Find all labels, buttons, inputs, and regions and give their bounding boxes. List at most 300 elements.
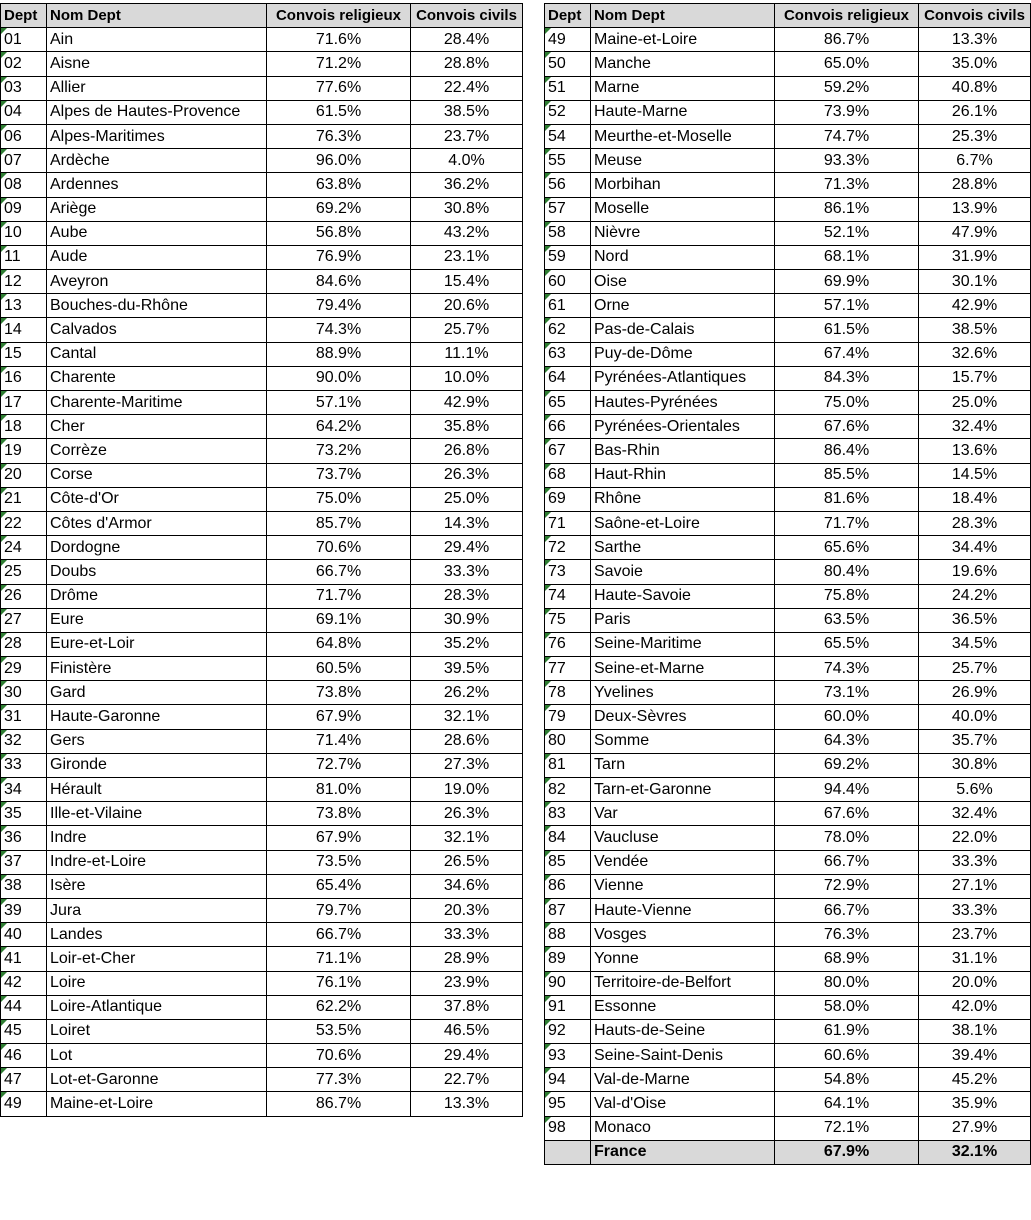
nom-dept-cell[interactable]: Haute-Vienne bbox=[591, 898, 775, 922]
dept-cell[interactable]: 52 bbox=[545, 100, 591, 124]
dept-cell[interactable]: 49 bbox=[1, 1092, 47, 1116]
nom-dept-cell[interactable]: Finistère bbox=[47, 657, 267, 681]
religieux-cell[interactable]: 79.7% bbox=[267, 898, 411, 922]
total-label-cell[interactable]: France bbox=[591, 1140, 775, 1164]
nom-dept-cell[interactable]: Alpes-Maritimes bbox=[47, 124, 267, 148]
religieux-cell[interactable]: 74.3% bbox=[267, 318, 411, 342]
religieux-cell[interactable]: 54.8% bbox=[775, 1068, 919, 1092]
nom-dept-cell[interactable]: Ardennes bbox=[47, 173, 267, 197]
religieux-cell[interactable]: 66.7% bbox=[775, 898, 919, 922]
dept-cell[interactable]: 14 bbox=[1, 318, 47, 342]
dept-cell[interactable]: 22 bbox=[1, 511, 47, 535]
dept-cell[interactable]: 82 bbox=[545, 778, 591, 802]
civils-cell[interactable]: 42.9% bbox=[411, 391, 523, 415]
religieux-cell[interactable]: 70.6% bbox=[267, 536, 411, 560]
nom-dept-cell[interactable]: Dordogne bbox=[47, 536, 267, 560]
nom-dept-cell[interactable]: Val-de-Marne bbox=[591, 1068, 775, 1092]
nom-dept-cell[interactable]: Gironde bbox=[47, 753, 267, 777]
dept-cell[interactable]: 39 bbox=[1, 898, 47, 922]
dept-cell[interactable]: 08 bbox=[1, 173, 47, 197]
dept-cell[interactable]: 58 bbox=[545, 221, 591, 245]
religieux-cell[interactable]: 73.1% bbox=[775, 681, 919, 705]
civils-cell[interactable]: 37.8% bbox=[411, 995, 523, 1019]
civils-cell[interactable]: 38.5% bbox=[919, 318, 1031, 342]
dept-cell[interactable]: 59 bbox=[545, 245, 591, 269]
nom-dept-cell[interactable]: Doubs bbox=[47, 560, 267, 584]
religieux-cell[interactable]: 72.7% bbox=[267, 753, 411, 777]
header-dept[interactable]: Dept bbox=[545, 4, 591, 28]
nom-dept-cell[interactable]: Indre bbox=[47, 826, 267, 850]
header-convois-civils[interactable]: Convois civils bbox=[411, 4, 523, 28]
dept-cell[interactable]: 41 bbox=[1, 947, 47, 971]
nom-dept-cell[interactable]: Nord bbox=[591, 245, 775, 269]
dept-cell[interactable]: 21 bbox=[1, 487, 47, 511]
dept-cell[interactable]: 32 bbox=[1, 729, 47, 753]
dept-cell[interactable]: 28 bbox=[1, 632, 47, 656]
nom-dept-cell[interactable]: Deux-Sèvres bbox=[591, 705, 775, 729]
civils-cell[interactable]: 23.1% bbox=[411, 245, 523, 269]
religieux-cell[interactable]: 56.8% bbox=[267, 221, 411, 245]
religieux-cell[interactable]: 61.5% bbox=[267, 100, 411, 124]
religieux-cell[interactable]: 58.0% bbox=[775, 995, 919, 1019]
dept-cell[interactable]: 15 bbox=[1, 342, 47, 366]
dept-cell[interactable]: 25 bbox=[1, 560, 47, 584]
dept-cell[interactable]: 09 bbox=[1, 197, 47, 221]
nom-dept-cell[interactable]: Aube bbox=[47, 221, 267, 245]
religieux-cell[interactable]: 69.9% bbox=[775, 270, 919, 294]
nom-dept-cell[interactable]: Haute-Garonne bbox=[47, 705, 267, 729]
religieux-cell[interactable]: 64.1% bbox=[775, 1092, 919, 1116]
civils-cell[interactable]: 32.6% bbox=[919, 342, 1031, 366]
civils-cell[interactable]: 32.1% bbox=[411, 705, 523, 729]
dept-cell[interactable]: 86 bbox=[545, 874, 591, 898]
nom-dept-cell[interactable]: Yonne bbox=[591, 947, 775, 971]
dept-cell[interactable]: 68 bbox=[545, 463, 591, 487]
civils-cell[interactable]: 40.0% bbox=[919, 705, 1031, 729]
nom-dept-cell[interactable]: Indre-et-Loire bbox=[47, 850, 267, 874]
religieux-cell[interactable]: 75.0% bbox=[267, 487, 411, 511]
dept-cell[interactable]: 72 bbox=[545, 536, 591, 560]
civils-cell[interactable]: 13.3% bbox=[411, 1092, 523, 1116]
nom-dept-cell[interactable]: Seine-et-Marne bbox=[591, 657, 775, 681]
civils-cell[interactable]: 22.4% bbox=[411, 76, 523, 100]
civils-cell[interactable]: 28.6% bbox=[411, 729, 523, 753]
total-dept-cell[interactable] bbox=[545, 1140, 591, 1164]
dept-cell[interactable]: 62 bbox=[545, 318, 591, 342]
religieux-cell[interactable]: 71.2% bbox=[267, 52, 411, 76]
dept-cell[interactable]: 67 bbox=[545, 439, 591, 463]
dept-cell[interactable]: 06 bbox=[1, 124, 47, 148]
civils-cell[interactable]: 27.9% bbox=[919, 1116, 1031, 1140]
nom-dept-cell[interactable]: Aisne bbox=[47, 52, 267, 76]
dept-cell[interactable]: 57 bbox=[545, 197, 591, 221]
dept-cell[interactable]: 02 bbox=[1, 52, 47, 76]
civils-cell[interactable]: 30.8% bbox=[411, 197, 523, 221]
dept-cell[interactable]: 18 bbox=[1, 415, 47, 439]
nom-dept-cell[interactable]: Loire-Atlantique bbox=[47, 995, 267, 1019]
religieux-cell[interactable]: 73.7% bbox=[267, 463, 411, 487]
religieux-cell[interactable]: 73.2% bbox=[267, 439, 411, 463]
civils-cell[interactable]: 39.4% bbox=[919, 1044, 1031, 1068]
nom-dept-cell[interactable]: Côte-d'Or bbox=[47, 487, 267, 511]
header-dept[interactable]: Dept bbox=[1, 4, 47, 28]
civils-cell[interactable]: 26.8% bbox=[411, 439, 523, 463]
dept-cell[interactable]: 56 bbox=[545, 173, 591, 197]
dept-cell[interactable]: 19 bbox=[1, 439, 47, 463]
religieux-cell[interactable]: 73.9% bbox=[775, 100, 919, 124]
civils-cell[interactable]: 28.3% bbox=[919, 511, 1031, 535]
nom-dept-cell[interactable]: Charente-Maritime bbox=[47, 391, 267, 415]
civils-cell[interactable]: 32.4% bbox=[919, 415, 1031, 439]
civils-cell[interactable]: 33.3% bbox=[411, 923, 523, 947]
nom-dept-cell[interactable]: Hauts-de-Seine bbox=[591, 1019, 775, 1043]
civils-cell[interactable]: 45.2% bbox=[919, 1068, 1031, 1092]
nom-dept-cell[interactable]: Maine-et-Loire bbox=[591, 28, 775, 52]
nom-dept-cell[interactable]: Eure bbox=[47, 608, 267, 632]
nom-dept-cell[interactable]: Sarthe bbox=[591, 536, 775, 560]
religieux-cell[interactable]: 67.6% bbox=[775, 802, 919, 826]
civils-cell[interactable]: 47.9% bbox=[919, 221, 1031, 245]
nom-dept-cell[interactable]: Allier bbox=[47, 76, 267, 100]
dept-cell[interactable]: 24 bbox=[1, 536, 47, 560]
dept-cell[interactable]: 85 bbox=[545, 850, 591, 874]
civils-cell[interactable]: 20.3% bbox=[411, 898, 523, 922]
dept-cell[interactable]: 26 bbox=[1, 584, 47, 608]
civils-cell[interactable]: 11.1% bbox=[411, 342, 523, 366]
nom-dept-cell[interactable]: Territoire-de-Belfort bbox=[591, 971, 775, 995]
religieux-cell[interactable]: 59.2% bbox=[775, 76, 919, 100]
nom-dept-cell[interactable]: Eure-et-Loir bbox=[47, 632, 267, 656]
nom-dept-cell[interactable]: Hautes-Pyrénées bbox=[591, 391, 775, 415]
civils-cell[interactable]: 24.2% bbox=[919, 584, 1031, 608]
civils-cell[interactable]: 39.5% bbox=[411, 657, 523, 681]
religieux-cell[interactable]: 65.5% bbox=[775, 632, 919, 656]
religieux-cell[interactable]: 63.5% bbox=[775, 608, 919, 632]
civils-cell[interactable]: 15.7% bbox=[919, 366, 1031, 390]
civils-cell[interactable]: 28.9% bbox=[411, 947, 523, 971]
header-convois-civils[interactable]: Convois civils bbox=[919, 4, 1031, 28]
civils-cell[interactable]: 5.6% bbox=[919, 778, 1031, 802]
religieux-cell[interactable]: 81.6% bbox=[775, 487, 919, 511]
civils-cell[interactable]: 6.7% bbox=[919, 149, 1031, 173]
dept-cell[interactable]: 95 bbox=[545, 1092, 591, 1116]
religieux-cell[interactable]: 73.8% bbox=[267, 681, 411, 705]
nom-dept-cell[interactable]: Drôme bbox=[47, 584, 267, 608]
civils-cell[interactable]: 42.9% bbox=[919, 294, 1031, 318]
civils-cell[interactable]: 22.0% bbox=[919, 826, 1031, 850]
religieux-cell[interactable]: 64.8% bbox=[267, 632, 411, 656]
civils-cell[interactable]: 29.4% bbox=[411, 536, 523, 560]
civils-cell[interactable]: 26.3% bbox=[411, 802, 523, 826]
civils-cell[interactable]: 26.3% bbox=[411, 463, 523, 487]
nom-dept-cell[interactable]: Ille-et-Vilaine bbox=[47, 802, 267, 826]
religieux-cell[interactable]: 60.6% bbox=[775, 1044, 919, 1068]
dept-cell[interactable]: 47 bbox=[1, 1068, 47, 1092]
nom-dept-cell[interactable]: Savoie bbox=[591, 560, 775, 584]
nom-dept-cell[interactable]: Aveyron bbox=[47, 270, 267, 294]
religieux-cell[interactable]: 71.7% bbox=[775, 511, 919, 535]
total-civils-cell[interactable]: 32.1% bbox=[919, 1140, 1031, 1164]
religieux-cell[interactable]: 53.5% bbox=[267, 1019, 411, 1043]
religieux-cell[interactable]: 78.0% bbox=[775, 826, 919, 850]
civils-cell[interactable]: 25.0% bbox=[411, 487, 523, 511]
nom-dept-cell[interactable]: Tarn-et-Garonne bbox=[591, 778, 775, 802]
dept-cell[interactable]: 78 bbox=[545, 681, 591, 705]
religieux-cell[interactable]: 76.3% bbox=[267, 124, 411, 148]
dept-cell[interactable]: 54 bbox=[545, 124, 591, 148]
nom-dept-cell[interactable]: Charente bbox=[47, 366, 267, 390]
civils-cell[interactable]: 42.0% bbox=[919, 995, 1031, 1019]
religieux-cell[interactable]: 75.0% bbox=[775, 391, 919, 415]
dept-cell[interactable]: 49 bbox=[545, 28, 591, 52]
nom-dept-cell[interactable]: Corse bbox=[47, 463, 267, 487]
nom-dept-cell[interactable]: Gard bbox=[47, 681, 267, 705]
dept-cell[interactable]: 50 bbox=[545, 52, 591, 76]
religieux-cell[interactable]: 96.0% bbox=[267, 149, 411, 173]
dept-cell[interactable]: 03 bbox=[1, 76, 47, 100]
religieux-cell[interactable]: 80.0% bbox=[775, 971, 919, 995]
religieux-cell[interactable]: 62.2% bbox=[267, 995, 411, 1019]
dept-cell[interactable]: 07 bbox=[1, 149, 47, 173]
civils-cell[interactable]: 35.0% bbox=[919, 52, 1031, 76]
dept-cell[interactable]: 90 bbox=[545, 971, 591, 995]
dept-cell[interactable]: 44 bbox=[1, 995, 47, 1019]
nom-dept-cell[interactable]: Somme bbox=[591, 729, 775, 753]
religieux-cell[interactable]: 73.8% bbox=[267, 802, 411, 826]
civils-cell[interactable]: 35.9% bbox=[919, 1092, 1031, 1116]
nom-dept-cell[interactable]: Manche bbox=[591, 52, 775, 76]
nom-dept-cell[interactable]: Meuse bbox=[591, 149, 775, 173]
nom-dept-cell[interactable]: Loir-et-Cher bbox=[47, 947, 267, 971]
dept-cell[interactable]: 73 bbox=[545, 560, 591, 584]
dept-cell[interactable]: 35 bbox=[1, 802, 47, 826]
religieux-cell[interactable]: 86.4% bbox=[775, 439, 919, 463]
dept-cell[interactable]: 20 bbox=[1, 463, 47, 487]
civils-cell[interactable]: 13.6% bbox=[919, 439, 1031, 463]
civils-cell[interactable]: 26.5% bbox=[411, 850, 523, 874]
religieux-cell[interactable]: 68.9% bbox=[775, 947, 919, 971]
nom-dept-cell[interactable]: Oise bbox=[591, 270, 775, 294]
dept-cell[interactable]: 10 bbox=[1, 221, 47, 245]
dept-cell[interactable]: 81 bbox=[545, 753, 591, 777]
nom-dept-cell[interactable]: Marne bbox=[591, 76, 775, 100]
civils-cell[interactable]: 25.7% bbox=[919, 657, 1031, 681]
civils-cell[interactable]: 19.0% bbox=[411, 778, 523, 802]
religieux-cell[interactable]: 61.5% bbox=[775, 318, 919, 342]
dept-cell[interactable]: 55 bbox=[545, 149, 591, 173]
civils-cell[interactable]: 26.9% bbox=[919, 681, 1031, 705]
nom-dept-cell[interactable]: Haut-Rhin bbox=[591, 463, 775, 487]
religieux-cell[interactable]: 86.1% bbox=[775, 197, 919, 221]
dept-cell[interactable]: 17 bbox=[1, 391, 47, 415]
dept-cell[interactable]: 12 bbox=[1, 270, 47, 294]
nom-dept-cell[interactable]: Nièvre bbox=[591, 221, 775, 245]
nom-dept-cell[interactable]: Haute-Marne bbox=[591, 100, 775, 124]
nom-dept-cell[interactable]: Pyrénées-Atlantiques bbox=[591, 366, 775, 390]
nom-dept-cell[interactable]: Jura bbox=[47, 898, 267, 922]
dept-cell[interactable]: 60 bbox=[545, 270, 591, 294]
nom-dept-cell[interactable]: Vaucluse bbox=[591, 826, 775, 850]
nom-dept-cell[interactable]: Morbihan bbox=[591, 173, 775, 197]
religieux-cell[interactable]: 74.3% bbox=[775, 657, 919, 681]
dept-cell[interactable]: 33 bbox=[1, 753, 47, 777]
religieux-cell[interactable]: 52.1% bbox=[775, 221, 919, 245]
religieux-cell[interactable]: 65.6% bbox=[775, 536, 919, 560]
religieux-cell[interactable]: 60.5% bbox=[267, 657, 411, 681]
dept-cell[interactable]: 63 bbox=[545, 342, 591, 366]
nom-dept-cell[interactable]: Lot-et-Garonne bbox=[47, 1068, 267, 1092]
nom-dept-cell[interactable]: Ardèche bbox=[47, 149, 267, 173]
religieux-cell[interactable]: 67.4% bbox=[775, 342, 919, 366]
nom-dept-cell[interactable]: Haute-Savoie bbox=[591, 584, 775, 608]
nom-dept-cell[interactable]: Aude bbox=[47, 245, 267, 269]
civils-cell[interactable]: 33.3% bbox=[411, 560, 523, 584]
nom-dept-cell[interactable]: Calvados bbox=[47, 318, 267, 342]
civils-cell[interactable]: 40.8% bbox=[919, 76, 1031, 100]
civils-cell[interactable]: 25.3% bbox=[919, 124, 1031, 148]
dept-cell[interactable]: 88 bbox=[545, 923, 591, 947]
dept-cell[interactable]: 87 bbox=[545, 898, 591, 922]
dept-cell[interactable]: 30 bbox=[1, 681, 47, 705]
civils-cell[interactable]: 34.6% bbox=[411, 874, 523, 898]
dept-cell[interactable]: 45 bbox=[1, 1019, 47, 1043]
civils-cell[interactable]: 30.1% bbox=[919, 270, 1031, 294]
civils-cell[interactable]: 18.4% bbox=[919, 487, 1031, 511]
nom-dept-cell[interactable]: Vienne bbox=[591, 874, 775, 898]
religieux-cell[interactable]: 84.3% bbox=[775, 366, 919, 390]
nom-dept-cell[interactable]: Puy-de-Dôme bbox=[591, 342, 775, 366]
religieux-cell[interactable]: 64.3% bbox=[775, 729, 919, 753]
religieux-cell[interactable]: 69.2% bbox=[267, 197, 411, 221]
nom-dept-cell[interactable]: Val-d'Oise bbox=[591, 1092, 775, 1116]
civils-cell[interactable]: 31.1% bbox=[919, 947, 1031, 971]
religieux-cell[interactable]: 80.4% bbox=[775, 560, 919, 584]
civils-cell[interactable]: 20.0% bbox=[919, 971, 1031, 995]
header-convois-religieux[interactable]: Convois religieux bbox=[267, 4, 411, 28]
nom-dept-cell[interactable]: Maine-et-Loire bbox=[47, 1092, 267, 1116]
civils-cell[interactable]: 25.7% bbox=[411, 318, 523, 342]
civils-cell[interactable]: 23.7% bbox=[411, 124, 523, 148]
civils-cell[interactable]: 25.0% bbox=[919, 391, 1031, 415]
nom-dept-cell[interactable]: Var bbox=[591, 802, 775, 826]
religieux-cell[interactable]: 67.6% bbox=[775, 415, 919, 439]
dept-cell[interactable]: 61 bbox=[545, 294, 591, 318]
civils-cell[interactable]: 29.4% bbox=[411, 1044, 523, 1068]
nom-dept-cell[interactable]: Cher bbox=[47, 415, 267, 439]
dept-cell[interactable]: 89 bbox=[545, 947, 591, 971]
nom-dept-cell[interactable]: Landes bbox=[47, 923, 267, 947]
civils-cell[interactable]: 13.9% bbox=[919, 197, 1031, 221]
religieux-cell[interactable]: 57.1% bbox=[267, 391, 411, 415]
civils-cell[interactable]: 38.5% bbox=[411, 100, 523, 124]
religieux-cell[interactable]: 81.0% bbox=[267, 778, 411, 802]
religieux-cell[interactable]: 86.7% bbox=[775, 28, 919, 52]
dept-cell[interactable]: 34 bbox=[1, 778, 47, 802]
dept-cell[interactable]: 16 bbox=[1, 366, 47, 390]
religieux-cell[interactable]: 71.6% bbox=[267, 28, 411, 52]
nom-dept-cell[interactable]: Ariège bbox=[47, 197, 267, 221]
religieux-cell[interactable]: 65.0% bbox=[775, 52, 919, 76]
civils-cell[interactable]: 36.5% bbox=[919, 608, 1031, 632]
dept-cell[interactable]: 74 bbox=[545, 584, 591, 608]
civils-cell[interactable]: 35.2% bbox=[411, 632, 523, 656]
nom-dept-cell[interactable]: Loire bbox=[47, 971, 267, 995]
dept-cell[interactable]: 31 bbox=[1, 705, 47, 729]
dept-cell[interactable]: 69 bbox=[545, 487, 591, 511]
religieux-cell[interactable]: 73.5% bbox=[267, 850, 411, 874]
religieux-cell[interactable]: 66.7% bbox=[775, 850, 919, 874]
religieux-cell[interactable]: 57.1% bbox=[775, 294, 919, 318]
civils-cell[interactable]: 23.7% bbox=[919, 923, 1031, 947]
nom-dept-cell[interactable]: Isère bbox=[47, 874, 267, 898]
religieux-cell[interactable]: 72.9% bbox=[775, 874, 919, 898]
civils-cell[interactable]: 46.5% bbox=[411, 1019, 523, 1043]
religieux-cell[interactable]: 74.7% bbox=[775, 124, 919, 148]
nom-dept-cell[interactable]: Tarn bbox=[591, 753, 775, 777]
civils-cell[interactable]: 4.0% bbox=[411, 149, 523, 173]
nom-dept-cell[interactable]: Bouches-du-Rhône bbox=[47, 294, 267, 318]
dept-cell[interactable]: 40 bbox=[1, 923, 47, 947]
civils-cell[interactable]: 27.1% bbox=[919, 874, 1031, 898]
civils-cell[interactable]: 35.8% bbox=[411, 415, 523, 439]
civils-cell[interactable]: 34.4% bbox=[919, 536, 1031, 560]
dept-cell[interactable]: 66 bbox=[545, 415, 591, 439]
nom-dept-cell[interactable]: Ain bbox=[47, 28, 267, 52]
civils-cell[interactable]: 19.6% bbox=[919, 560, 1031, 584]
religieux-cell[interactable]: 63.8% bbox=[267, 173, 411, 197]
civils-cell[interactable]: 35.7% bbox=[919, 729, 1031, 753]
nom-dept-cell[interactable]: Vosges bbox=[591, 923, 775, 947]
religieux-cell[interactable]: 84.6% bbox=[267, 270, 411, 294]
religieux-cell[interactable]: 68.1% bbox=[775, 245, 919, 269]
civils-cell[interactable]: 34.5% bbox=[919, 632, 1031, 656]
dept-cell[interactable]: 64 bbox=[545, 366, 591, 390]
religieux-cell[interactable]: 76.1% bbox=[267, 971, 411, 995]
nom-dept-cell[interactable]: Moselle bbox=[591, 197, 775, 221]
religieux-cell[interactable]: 79.4% bbox=[267, 294, 411, 318]
nom-dept-cell[interactable]: Seine-Saint-Denis bbox=[591, 1044, 775, 1068]
dept-cell[interactable]: 36 bbox=[1, 826, 47, 850]
dept-cell[interactable]: 94 bbox=[545, 1068, 591, 1092]
civils-cell[interactable]: 28.3% bbox=[411, 584, 523, 608]
dept-cell[interactable]: 38 bbox=[1, 874, 47, 898]
nom-dept-cell[interactable]: Hérault bbox=[47, 778, 267, 802]
total-religieux-cell[interactable]: 67.9% bbox=[775, 1140, 919, 1164]
civils-cell[interactable]: 26.2% bbox=[411, 681, 523, 705]
nom-dept-cell[interactable]: Loiret bbox=[47, 1019, 267, 1043]
religieux-cell[interactable]: 69.1% bbox=[267, 608, 411, 632]
religieux-cell[interactable]: 72.1% bbox=[775, 1116, 919, 1140]
religieux-cell[interactable]: 69.2% bbox=[775, 753, 919, 777]
civils-cell[interactable]: 28.8% bbox=[411, 52, 523, 76]
nom-dept-cell[interactable]: Vendée bbox=[591, 850, 775, 874]
civils-cell[interactable]: 38.1% bbox=[919, 1019, 1031, 1043]
civils-cell[interactable]: 28.8% bbox=[919, 173, 1031, 197]
dept-cell[interactable]: 42 bbox=[1, 971, 47, 995]
civils-cell[interactable]: 14.3% bbox=[411, 511, 523, 535]
civils-cell[interactable]: 36.2% bbox=[411, 173, 523, 197]
religieux-cell[interactable]: 71.3% bbox=[775, 173, 919, 197]
nom-dept-cell[interactable]: Saône-et-Loire bbox=[591, 511, 775, 535]
nom-dept-cell[interactable]: Essonne bbox=[591, 995, 775, 1019]
nom-dept-cell[interactable]: Pyrénées-Orientales bbox=[591, 415, 775, 439]
religieux-cell[interactable]: 66.7% bbox=[267, 923, 411, 947]
nom-dept-cell[interactable]: Lot bbox=[47, 1044, 267, 1068]
header-nom-dept[interactable]: Nom Dept bbox=[47, 4, 267, 28]
dept-cell[interactable]: 79 bbox=[545, 705, 591, 729]
religieux-cell[interactable]: 86.7% bbox=[267, 1092, 411, 1116]
dept-cell[interactable]: 93 bbox=[545, 1044, 591, 1068]
